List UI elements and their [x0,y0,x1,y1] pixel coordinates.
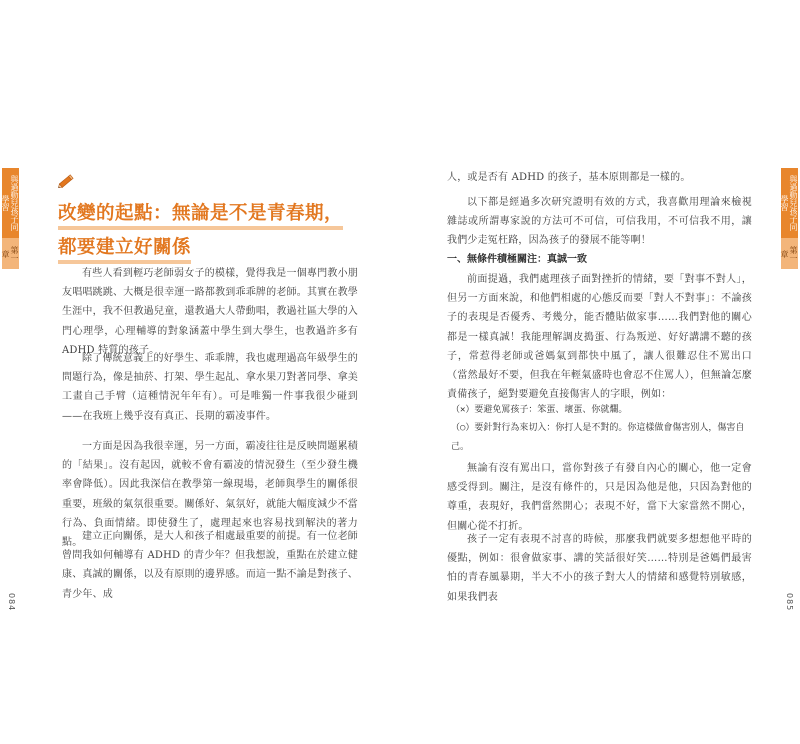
right-paragraph-4: 孩子一定有表現不討喜的時候，那麼我們就要多想想他平時的優點，例如：很會做家事、講的笑話很好笑……特別是爸媽們最害怕的青春風暴期，半大不小的孩子對大人的情緒和感覺特別敏感，如果我們表 [447,534,752,603]
heading-line-2: 都要建立好關係 [58,232,378,266]
right-lead-line: 人，或是否有 ADHD 的孩子，基本原則都是一樣的。 [447,172,691,183]
right-tab-chapter-text: 第一章 [780,245,798,262]
left-tab-title-text: 與過動兒孩子同學習 [1,175,19,231]
left-paragraph-3: 一方面是因為我很幸運，另一方面，霸凌往往是反映問題累積的「結果」。沒有起因，就較不會有霸凌的情況發生（至少發生機率會降低）。因此我深信在教學第一線現場，老師與學生的關係很重要，班級的氣氛很重要。關係好、氣氛好，就能大幅度減少不當行為、負面情緒。即使發生了，處理起來也容易找到解決的著力點。 [62,441,358,549]
left-paragraph-4: 建立正向關係，是大人和孩子相處最重要的前提。有一位老師曾問我如何輔導有 ADHD 的青少年？但我想說，重點在於建立健康、真誠的關係，以及有原則的邊界感。而這一點不論是對孩子、青少年、成 [62,531,358,600]
pencil-icon [56,171,76,191]
section-heading [58,198,378,266]
heading-line-1: 改變的起點：無論是不是青春期， [58,198,378,232]
left-tab-chapter-text: 第一章 [1,245,19,262]
left-chapter-tab-number [2,238,19,269]
right-chapter-tab-title [781,168,798,238]
right-page-number: 085 [785,593,794,612]
right-chapter-tab-number [781,238,798,269]
left-paragraph-2: 除了傳統意義上的好學生、乖乖牌，我也處理過高年級學生的問題行為，像是抽菸、打架、學生起乩、拿水果刀對著同學、拿美工畫自己手臂（這種情況年年有）。可是唯獨一件事我很少碰到——在我班上幾乎沒有真正、長期的霸凌事件。 [62,353,358,422]
example-wrong: （✕）要避免罵孩子：笨蛋、壞蛋、你就爛。 [451,405,628,415]
right-paragraph-2: 前面提過，我們處理孩子面對挫折的情緒，要「對事不對人」，但另一方面來說，和他們相處的心態反而要「對人不對事」：不論孩子的表現是否優秀、考幾分，能否體貼做家事……我們對他的關心都是一樣真誠！我能理解調皮搗蛋、行為叛逆、好好講講不聽的孩子，常惹得老師或爸媽氣到都快中風了，讓人很難忍住不罵出口（當然最好不要，但我在年輕氣盛時也會忍不住罵人），但無論怎麼責備孩子，絕對要避免直接傷害人的字眼，例如： [447,274,752,401]
right-tab-title-text: 與過動兒孩子同學習 [780,175,798,231]
example-right: （○）要針對行為來切入：你打人是不對的。你這樣做會傷害別人，傷害自己。 [451,423,745,452]
right-subheading: 一、無條件積極關注：真誠一致 [447,254,587,265]
left-page-number: 084 [7,593,16,612]
left-paragraph-1: 有些人看到輕巧老師弱女子的模樣，覺得我是一個專門教小朋友唱唱跳跳、大概是很幸運一路都教到乖乖牌的老師。其實在教學生涯中，我不但教過兒童，還教過大人帶動唱，教過社區大學的入門心理學，心理輔導的對象涵蓋中學生到大學生，也教過許多有 ADHD 特質的孩子。 [62,268,358,356]
right-paragraph-3: 無論有沒有罵出口，當你對孩子有發自內心的關心，他一定會感受得到。關注，是沒有條件的，只是因為他是他，只因為對他的尊重，表現好，我們當然開心；表現不好，當下大家當然不開心，但關心從不打折。 [447,463,752,532]
left-chapter-tab-title [2,168,19,238]
right-paragraph-1: 以下都是經過多次研究證明有效的方式，我喜歡用理論來檢視雜誌或所謂專家說的方法可不可信，可信我用，不可信我不用，讓我們少走冤枉路，因為孩子的發展不能等啊！ [447,197,752,247]
